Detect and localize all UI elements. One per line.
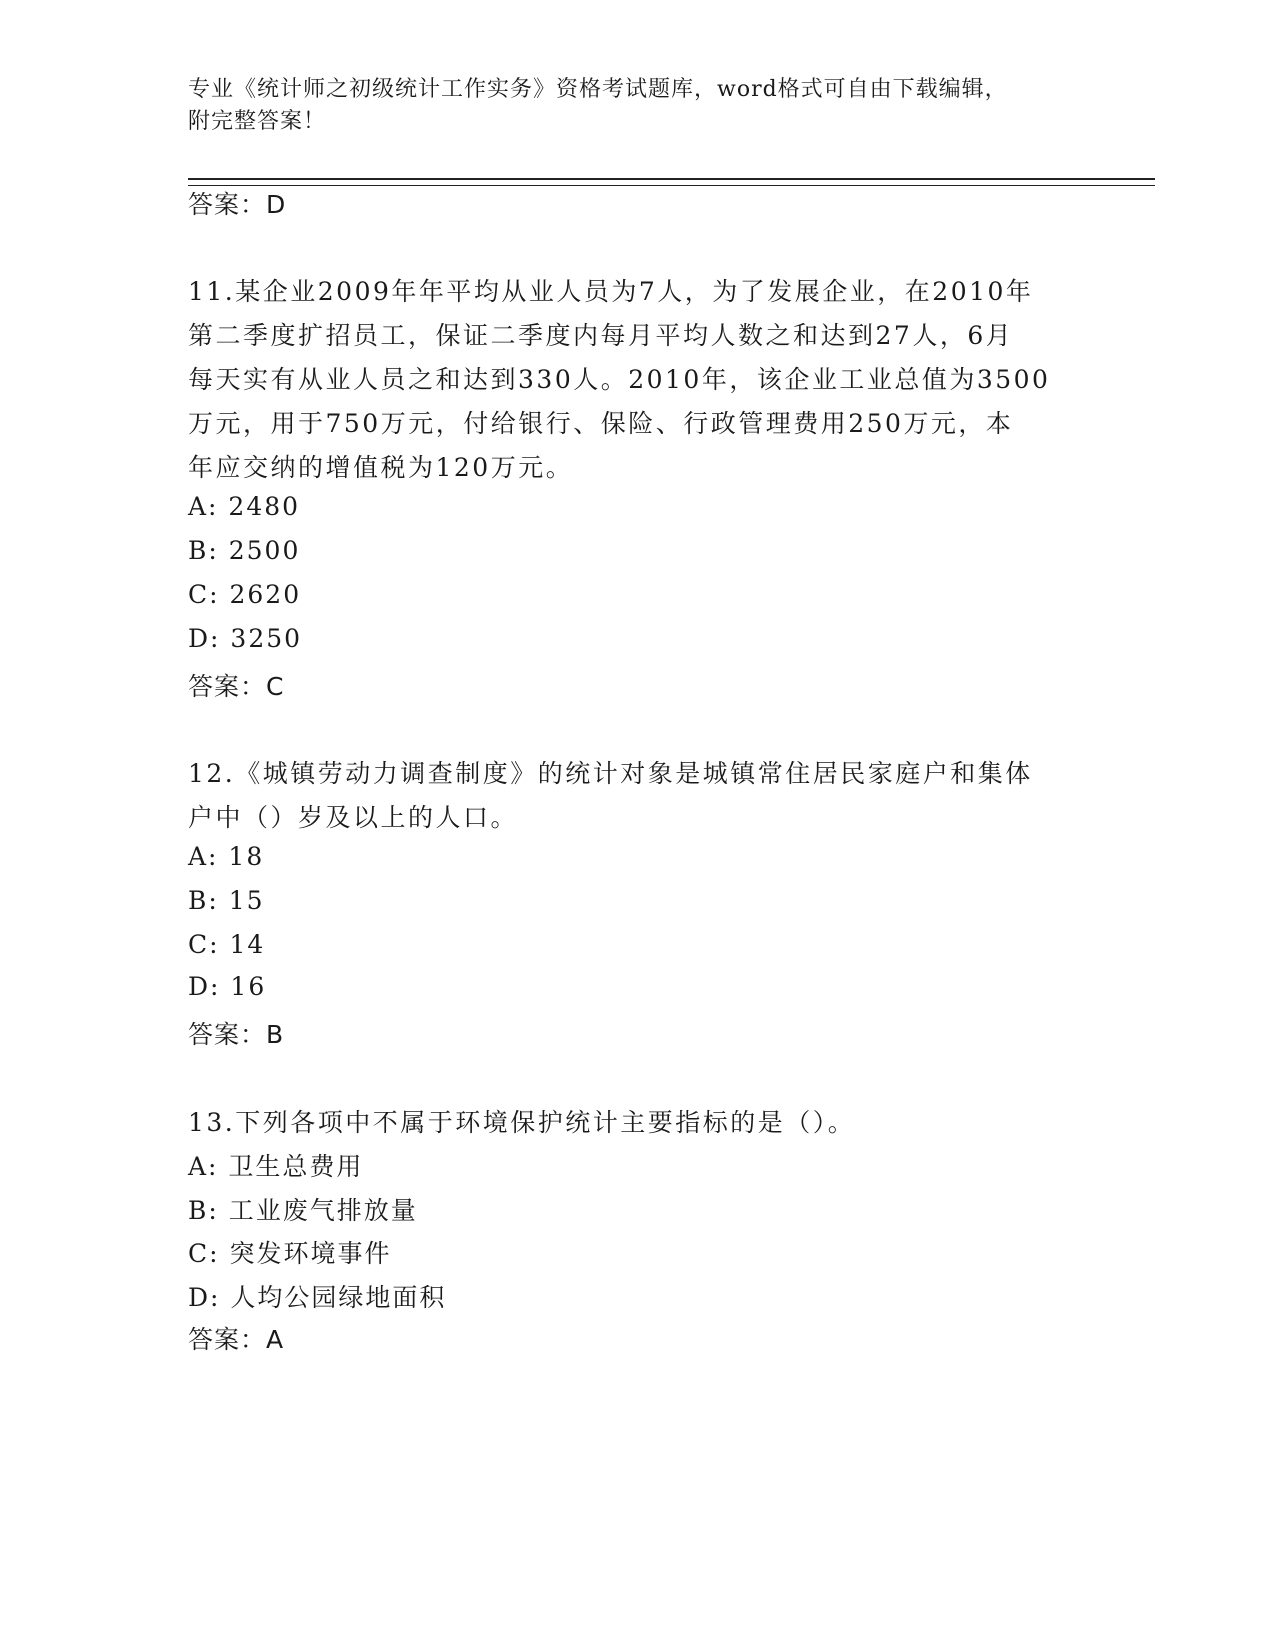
q13-option-d: D: 人均公园绿地面积	[188, 1283, 447, 1312]
q13-option-a: A: 卫生总费用	[188, 1152, 364, 1181]
q12-answer: 答案：B	[188, 1020, 285, 1049]
q11-option-a: A: 2480	[188, 492, 301, 521]
q13-stem-line-1: 13.下列各项中不属于环境保护统计主要指标的是（）。	[188, 1108, 856, 1137]
q11-option-c: C: 2620	[188, 580, 302, 609]
q11-stem-line-1: 11.某企业2009年年平均从业人员为7人，为了发展企业，在2010年	[188, 277, 1034, 306]
q12-stem-line-1: 12.《城镇劳动力调查制度》的统计对象是城镇常住居民家庭户和集体	[188, 759, 1033, 788]
q12-option-c: C: 14	[188, 930, 266, 959]
header-divider	[188, 178, 1155, 186]
header-line-1: 专业《统计师之初级统计工作实务》资格考试题库，word格式可自由下载编辑，	[188, 77, 1008, 102]
header-line-2: 附完整答案！	[188, 109, 327, 134]
q13-answer: 答案：A	[188, 1325, 285, 1354]
q11-option-b: B: 2500	[188, 536, 301, 565]
previous-answer: 答案：D	[188, 190, 287, 219]
q13-option-b: B: 工业废气排放量	[188, 1196, 418, 1225]
q12-option-d: D: 16	[188, 972, 267, 1001]
q12-stem-line-2: 户中（）岁及以上的人口。	[188, 803, 519, 832]
q12-option-a: A: 18	[188, 842, 265, 871]
q12-option-b: B: 15	[188, 886, 265, 915]
q11-stem-line-5: 年应交纳的增值税为120万元。	[188, 453, 574, 482]
page-header	[188, 74, 1088, 138]
q11-answer: 答案：C	[188, 672, 285, 701]
q13-option-c: C: 突发环境事件	[188, 1239, 392, 1268]
q11-stem-line-2: 第二季度扩招员工，保证二季度内每月平均人数之和达到27人，6月	[188, 321, 1014, 350]
q11-option-d: D: 3250	[188, 624, 303, 653]
q11-stem-line-4: 万元，用于750万元，付给银行、保险、行政管理费用250万元，本	[188, 409, 1014, 438]
q11-stem-line-3: 每天实有从业人员之和达到330人。2010年，该企业工业总值为3500	[188, 365, 1051, 394]
